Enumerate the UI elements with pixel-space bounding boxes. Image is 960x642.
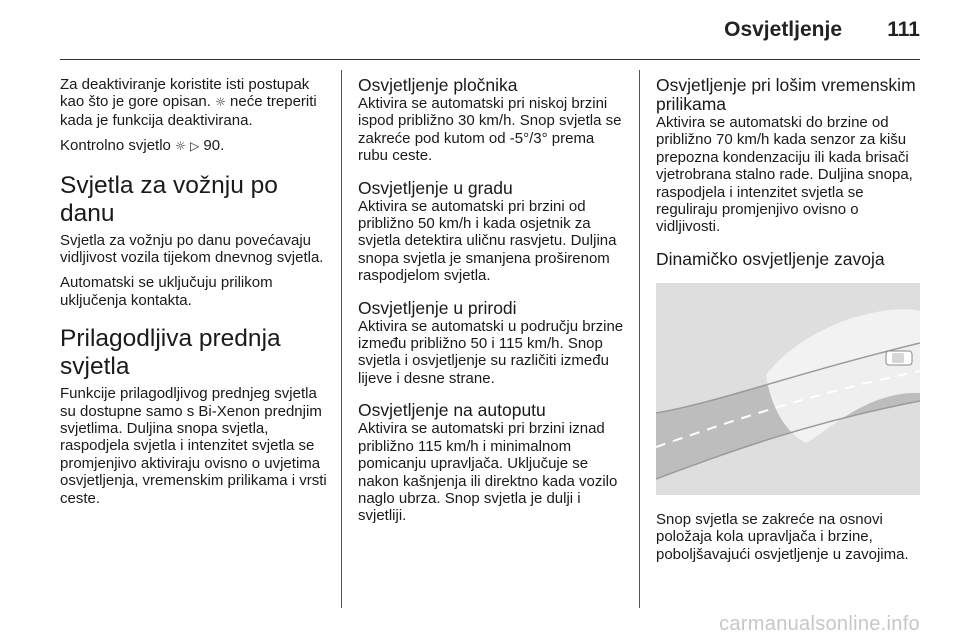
paragraph: Aktivira se automatski u području brzine između približno 50 i 115 km/h. Snop svjetla i osvjetljenje su različiti između lijeve i desne strane.	[358, 317, 624, 387]
subsection-heading: Osvjetljenje pri lošim vremenskim prilikama	[656, 75, 916, 114]
paragraph	[60, 76, 328, 129]
page-reference: 90.	[199, 137, 225, 155]
section-heading: Prilagodljiva prednja svjetla	[60, 325, 281, 381]
paragraph-text: neće treperiti kada je funkcija deaktivirana.	[60, 93, 317, 129]
column-divider	[639, 70, 640, 608]
subsection	[358, 76, 626, 165]
headlight-indicator-icon: ☼	[215, 95, 226, 110]
cornering-light-illustration	[656, 283, 920, 495]
subsection	[358, 299, 626, 388]
subsection	[656, 76, 922, 236]
section-heading: Svjetla za vožnju po danu	[60, 171, 278, 227]
subsection-heading: Osvjetljenje pločnika	[358, 75, 518, 95]
car-icon	[886, 351, 912, 365]
page-title: Osvjetljenje	[724, 18, 842, 41]
curve-road-image	[656, 283, 920, 495]
headlight-indicator-icon: ☼	[175, 139, 186, 154]
paragraph: Aktivira se automatski pri brzini iznad približno 115 km/h i minimalnom pomicanju upravljača. Uključuje se nakon kašnjenja ili direktno kada vozilo naglo ubrza. Snop svjetla je dulji i svjetliji.	[358, 420, 618, 525]
paragraph: Aktivira se automatski pri brzini od približno 50 km/h i kada osjetnik za svjetla detektira uličnu rasvjetu. Duljina snopa svjetla je smanjena proširenom raspodjelom svjetla.	[358, 197, 617, 285]
subsection-heading: Osvjetljenje u gradu	[358, 177, 513, 198]
column-middle	[358, 76, 626, 539]
column-left	[60, 76, 328, 515]
page-header	[0, 0, 960, 62]
column-right	[656, 76, 922, 571]
paragraph-text: Kontrolno svjetlo	[60, 137, 176, 155]
paragraph: Aktivira se automatski pri niskoj brzini ispod približno 30 km/h. Snop svjetla se zakreće pod kutom od -5°/3° prema rubu ceste.	[358, 95, 622, 165]
subsection	[358, 179, 626, 285]
paragraph: Automatski se uključuju prilikom uključenja kontakta.	[60, 274, 273, 309]
paragraph: Svjetla za vožnju po danu povećavaju vidljivost vozila tijekom dnevnog svjetla.	[60, 231, 324, 267]
header-rule	[60, 59, 920, 60]
paragraph-text: Za deaktiviranje koristite isti postupak kao što je gore opisan.	[60, 76, 310, 111]
paragraph	[60, 137, 328, 155]
subsection-heading: Dinamičko osvjetljenje zavoja	[656, 248, 885, 269]
column-divider	[341, 70, 342, 608]
subsection	[358, 401, 626, 524]
paragraph: Aktivira se automatski do brzine od približno 70 km/h kada senzor za kišu prepozna kondenzaciju ili kada brisači vjetrobrana stalno rade. Duljina snopa, raspodjela i intenzitet svjetla se reguliraju promjenjivo ovisno o vidljivosti.	[656, 114, 913, 236]
paragraph: Snop svjetla se zakreće na osnovi položaja kola upravljača i brzine, poboljšavajući osvjetljenje u zavojima.	[656, 510, 909, 563]
watermark: carmanualsonline.info	[719, 613, 920, 635]
page-reference-arrow-icon: ▷	[190, 139, 200, 154]
subsection-heading: Osvjetljenje na autoputu	[358, 400, 546, 421]
paragraph: Funkcije prilagodljivog prednjeg svjetla su dostupne samo s Bi-Xenon prednjim svjetlima. Duljina snopa svjetla, raspodjela svjetla i intenzitet svjetla se promjenjivo aktiviraju ovisno o uvjetima osvjetljenja, vremenskim prilikama i vrsti ceste.	[60, 385, 327, 507]
subsection-heading: Osvjetljenje u prirodi	[358, 297, 517, 318]
page-number: 111	[887, 18, 920, 41]
